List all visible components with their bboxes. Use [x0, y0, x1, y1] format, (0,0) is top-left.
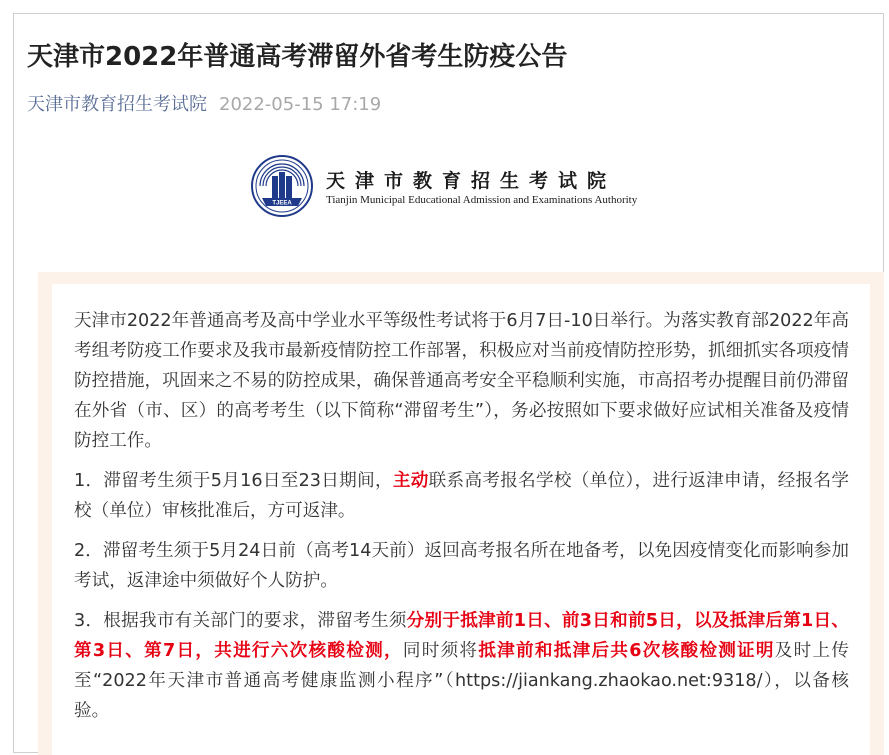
- authority-emblem-icon: [250, 154, 314, 218]
- article-source-link[interactable]: 天津市教育招生考试院: [27, 94, 207, 115]
- article-frame: [13, 13, 884, 753]
- item-1-text-b: 联系高考报名学校（单位），进行返津申请，经报名学校（单位）审核批准后，方可返津。: [74, 471, 849, 521]
- authority-name-cn: 天津市教育招生考试院: [326, 170, 617, 192]
- item-1-text-a: 1．滞留考生须于5月16日至23日期间，: [74, 471, 393, 491]
- authority-name-en: Tianjin Municipal Educational Admission and Examinations Authority: [326, 194, 638, 206]
- article-meta: [27, 90, 381, 116]
- item-3-text-b: 同时须将: [402, 641, 479, 661]
- emblem-label: TJEEA: [272, 200, 292, 207]
- item-3-paragraph: [74, 606, 849, 726]
- item-3-text-c: 及时上传至“2022年天津市普通高考健康监测小程序”（https://jiankang.zhaokao.net:9318/），以备核验。: [74, 641, 849, 721]
- item-1-highlight: 主动: [392, 471, 429, 491]
- notice-body: [74, 306, 849, 736]
- notice-panel-inner: [52, 284, 870, 755]
- item-3-highlight-2: 抵津前和抵津后共6次核酸检测证明: [478, 641, 775, 661]
- authority-logo: [250, 154, 650, 230]
- intro-paragraph: 天津市2022年普通高考及高中学业水平等级性考试将于6月7日-10日举行。为落实教育部2022年高考组考防疫工作要求及我市最新疫情防控工作部署，积极应对当前疫情防控形势，抓细抓实各项疫情防控措施，巩固来之不易的防控成果，确保普通高考安全平稳顺利实施，市高招考办提醒目前仍滞留在外省（市、区）的高考考生（以下简称“滞留考生”），务必按照如下要求做好应试相关准备及疫情防控工作。: [74, 311, 849, 451]
- item-1-paragraph: [74, 466, 849, 526]
- item-3-text-a: 3．根据我市有关部门的要求，滞留考生须: [74, 611, 407, 631]
- article-title: 天津市2022年普通高考滞留外省考生防疫公告: [27, 42, 568, 72]
- item-2-paragraph: 2．滞留考生须于5月24日前（高考14天前）返回高考报名所在地备考，以免因疫情变化而影响参加考试，返津途中须做好个人防护。: [74, 541, 849, 591]
- notice-panel: [38, 272, 884, 755]
- article-date: 2022-05-15 17:19: [219, 94, 382, 115]
- item-3-highlight-1: 分别于抵津前1日、前3日和前5日，以及抵津后第1日、第3日、第7日，共进行六次核酸检测，: [74, 611, 849, 661]
